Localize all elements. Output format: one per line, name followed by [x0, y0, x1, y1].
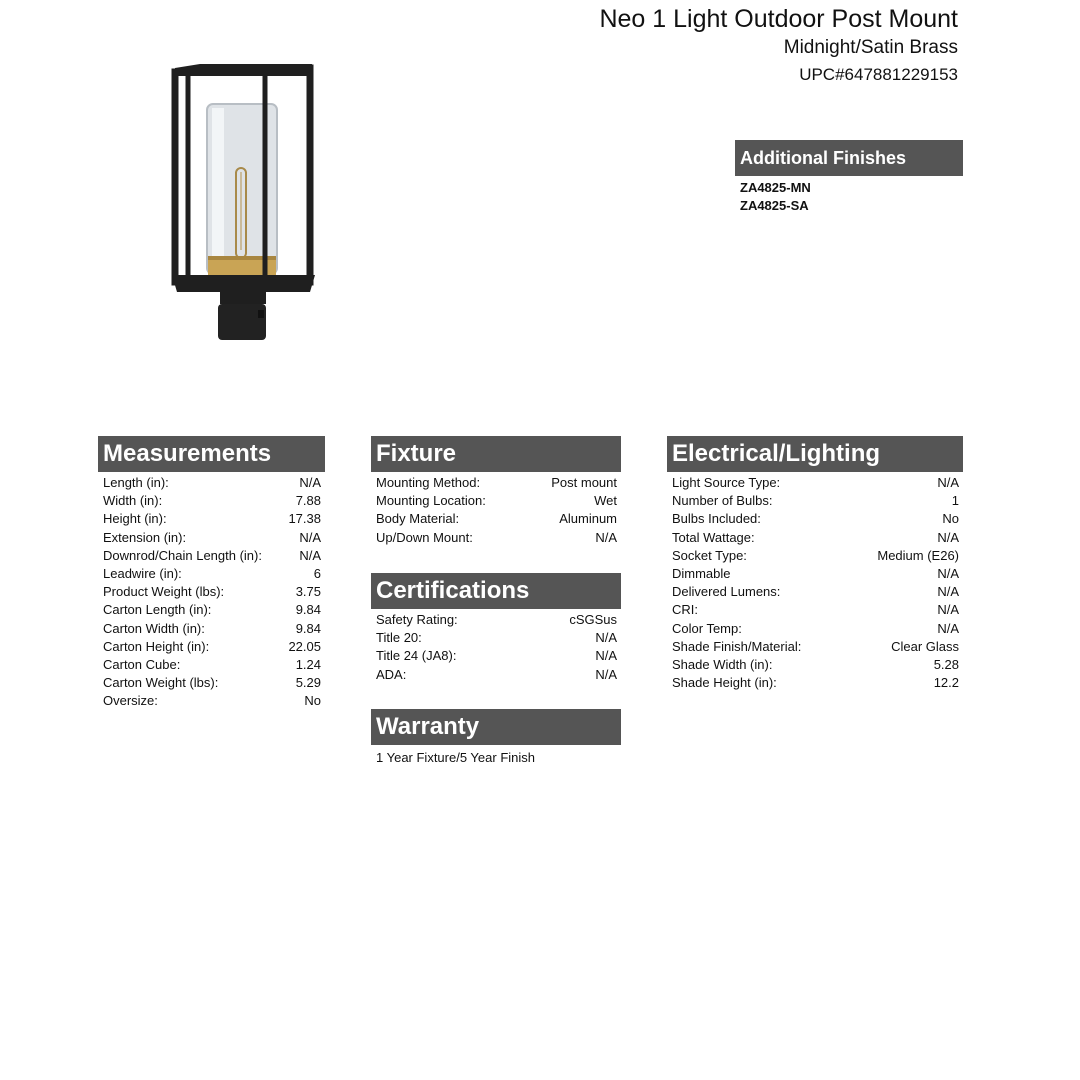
spec-label: Number of Bulbs: [672, 493, 773, 509]
spec-value: 22.05 [288, 638, 321, 654]
spec-label: Oversize: [103, 693, 158, 709]
spec-value: N/A [937, 584, 959, 600]
spec-value: N/A [937, 566, 959, 582]
product-image [160, 60, 330, 350]
spec-row [98, 492, 325, 510]
spec-label: Shade Height (in): [672, 675, 777, 691]
spec-row [667, 674, 963, 692]
spec-label: Leadwire (in): [103, 566, 182, 582]
measurements-heading: Measurements [98, 436, 325, 472]
spec-row [371, 492, 621, 510]
spec-value: N/A [595, 666, 617, 682]
spec-row [98, 510, 325, 528]
additional-finishes-heading: Additional Finishes [735, 140, 963, 176]
measurements-rows [98, 474, 325, 711]
spec-value: N/A [299, 529, 321, 545]
spec-label: Shade Width (in): [672, 657, 773, 673]
spec-label: Body Material: [376, 511, 460, 527]
warranty-heading: Warranty [371, 709, 621, 745]
spec-row [371, 611, 621, 629]
spec-label: Up/Down Mount: [376, 529, 473, 545]
spec-value: No [304, 693, 321, 709]
warranty-text: 1 Year Fixture/5 Year Finish [376, 750, 535, 765]
spec-value: Wet [594, 493, 617, 509]
spec-value: 3.75 [295, 584, 321, 600]
spec-label: Mounting Location: [376, 493, 486, 509]
spec-value: N/A [937, 602, 959, 618]
spec-value: 1 [951, 493, 959, 509]
spec-row [98, 638, 325, 656]
spec-value: N/A [299, 547, 321, 563]
spec-label: Carton Height (in): [103, 638, 210, 654]
product-upc: UPC#647881229153 [799, 65, 958, 84]
spec-row [667, 565, 963, 583]
spec-value: Post mount [551, 475, 617, 490]
certifications-rows [371, 611, 621, 684]
spec-label: Product Weight (lbs): [103, 584, 225, 600]
spec-label: Downrod/Chain Length (in): [103, 547, 262, 563]
spec-label: Delivered Lumens: [672, 584, 781, 600]
fixture-section [371, 436, 621, 547]
measurements-section [98, 436, 325, 711]
spec-label: Total Wattage: [672, 529, 755, 545]
warranty-section [371, 709, 621, 767]
spec-label: Width (in): [103, 493, 163, 509]
spec-row [371, 474, 621, 492]
spec-row [667, 547, 963, 565]
spec-row [98, 692, 325, 710]
spec-value: 17.38 [288, 511, 321, 527]
spec-value: Aluminum [559, 511, 617, 527]
product-title: Neo 1 Light Outdoor Post Mount [599, 5, 958, 33]
electrical-rows [667, 474, 963, 692]
spec-label: Color Temp: [672, 620, 742, 636]
spec-label: Carton Cube: [103, 657, 181, 673]
spec-row [371, 666, 621, 684]
spec-row [98, 565, 325, 583]
spec-row [667, 510, 963, 528]
spec-value: N/A [595, 630, 617, 646]
spec-value: 5.28 [933, 657, 959, 673]
product-finish: Midnight/Satin Brass [783, 37, 958, 58]
spec-value: cSGSus [569, 612, 617, 627]
spec-value: 7.88 [295, 493, 321, 509]
spec-row [667, 583, 963, 601]
spec-value: 9.84 [295, 620, 321, 636]
fixture-heading: Fixture [371, 436, 621, 472]
spec-label: Shade Finish/Material: [672, 638, 802, 654]
spec-value: 1.24 [295, 657, 321, 673]
spec-value: Medium (E26) [877, 547, 959, 563]
spec-label: Carton Weight (lbs): [103, 675, 219, 691]
spec-row [98, 620, 325, 638]
spec-row [667, 601, 963, 619]
spec-row [98, 656, 325, 674]
spec-label: Title 24 (JA8): [376, 648, 457, 664]
spec-value: Clear Glass [891, 638, 959, 654]
spec-value: 12.2 [933, 675, 959, 691]
certifications-section [371, 573, 621, 684]
spec-row [667, 474, 963, 492]
spec-value: N/A [937, 620, 959, 636]
spec-value: 9.84 [295, 602, 321, 618]
product-title-block [599, 4, 958, 88]
spec-label: Bulbs Included: [672, 511, 761, 527]
spec-label: Title 20: [376, 630, 422, 646]
finish-item: ZA4825-MN [740, 180, 811, 195]
spec-label: Carton Width (in): [103, 620, 205, 636]
electrical-section [667, 436, 963, 692]
electrical-heading: Electrical/Lighting [667, 436, 963, 472]
spec-label: Extension (in): [103, 529, 187, 545]
spec-label: Mounting Method: [376, 475, 481, 490]
spec-value: 5.29 [295, 675, 321, 691]
certifications-heading: Certifications [371, 573, 621, 609]
spec-row [98, 674, 325, 692]
spec-value: N/A [937, 529, 959, 545]
fixture-rows [371, 474, 621, 547]
spec-label: Light Source Type: [672, 475, 781, 490]
spec-row [667, 529, 963, 547]
spec-row [371, 529, 621, 547]
spec-label: Safety Rating: [376, 612, 458, 627]
spec-row [667, 638, 963, 656]
spec-label: CRI: [672, 602, 698, 618]
spec-row [98, 601, 325, 619]
spec-row [371, 510, 621, 528]
spec-label: Length (in): [103, 475, 169, 490]
spec-row [667, 620, 963, 638]
spec-label: ADA: [376, 666, 407, 682]
spec-label: Height (in): [103, 511, 167, 527]
spec-value: 6 [313, 566, 321, 582]
spec-row [371, 647, 621, 665]
spec-value: N/A [595, 529, 617, 545]
spec-row [98, 547, 325, 565]
spec-row [667, 656, 963, 674]
spec-label: Dimmable [672, 566, 731, 582]
spec-row [98, 529, 325, 547]
additional-finishes-section [735, 140, 963, 215]
spec-label: Socket Type: [672, 547, 747, 563]
spec-label: Carton Length (in): [103, 602, 212, 618]
spec-row [371, 629, 621, 647]
spec-value: N/A [299, 475, 321, 490]
spec-value: No [942, 511, 959, 527]
spec-value: N/A [937, 475, 959, 490]
finish-item: ZA4825-SA [740, 198, 809, 213]
spec-row [98, 583, 325, 601]
spec-row [98, 474, 325, 492]
spec-value: N/A [595, 648, 617, 664]
spec-row [667, 492, 963, 510]
